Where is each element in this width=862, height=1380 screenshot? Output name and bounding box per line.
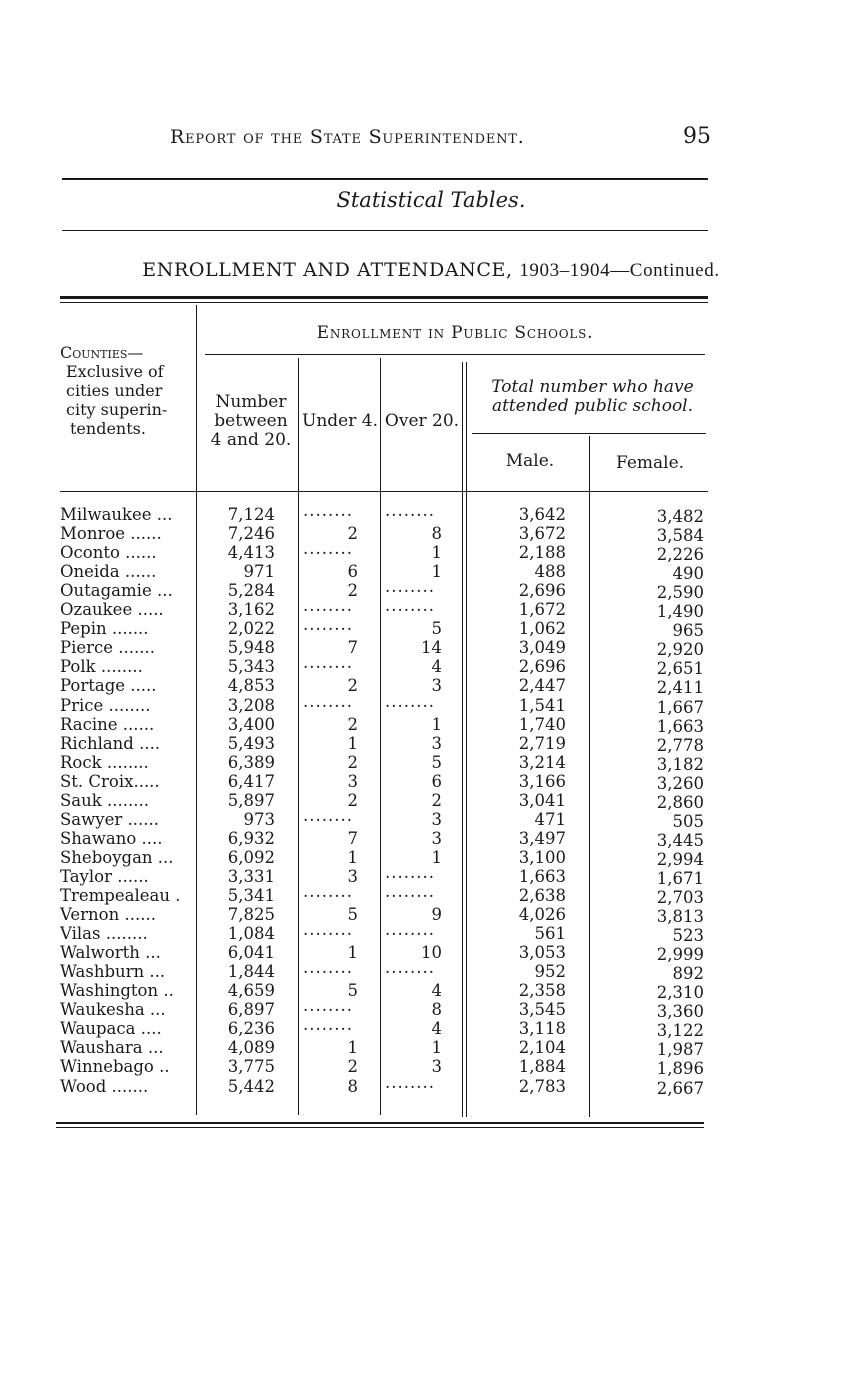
number-between-line-3: 4 and 20.	[210, 430, 292, 450]
male-count: 2,638	[518, 886, 566, 905]
number-4-to-20: 1,844	[227, 962, 275, 981]
male-count: 3,049	[518, 638, 566, 657]
county-name: Portage .....	[60, 676, 157, 695]
number-4-to-20: 4,853	[227, 676, 275, 695]
county-name: Price ........	[60, 696, 151, 715]
under-4-empty: ........	[303, 920, 353, 939]
over-20-empty: ........	[385, 958, 435, 977]
county-name: Oneida ......	[60, 562, 157, 581]
table-top-rule-2	[60, 302, 708, 303]
county-name: Sawyer ......	[60, 810, 159, 829]
male-count: 3,100	[518, 848, 566, 867]
male-count: 1,062	[518, 619, 566, 638]
county-name: Ozaukee .....	[60, 600, 164, 619]
under-4-value: 2	[347, 753, 358, 772]
male-count: 2,358	[518, 981, 566, 1000]
number-4-to-20: 3,162	[227, 600, 275, 619]
male-count: 4,026	[518, 905, 566, 924]
county-name: Washington ..	[60, 981, 174, 1000]
table-top-rule-1	[60, 296, 708, 299]
county-name: Sauk ........	[60, 791, 149, 810]
over-20-empty: ........	[385, 596, 435, 615]
county-name: Trempealeau .	[60, 886, 181, 905]
male-count: 3,545	[518, 1000, 566, 1019]
under-4-value: 2	[347, 524, 358, 543]
under-4-value: 7	[347, 829, 358, 848]
male-count: 2,447	[518, 676, 566, 695]
rule-under-subtitle	[62, 230, 708, 231]
table-title-years: 1903–1904—Continued.	[519, 260, 720, 281]
male-count: 952	[534, 962, 566, 981]
over-20-value: 1	[431, 543, 442, 562]
number-4-to-20: 3,775	[227, 1057, 275, 1076]
over-20-value: 6	[431, 772, 442, 791]
male-count: 3,118	[518, 1019, 566, 1038]
counties-note-2: cities under	[66, 381, 163, 400]
male-header: Male.	[505, 451, 555, 471]
male-count: 1,541	[518, 696, 566, 715]
county-name: Rock ........	[60, 753, 149, 772]
counties-note-4: tendents.	[70, 419, 146, 438]
over-20-value: 1	[431, 848, 442, 867]
female-count: 3,482	[656, 507, 704, 526]
table-bottom-rule-2	[56, 1127, 704, 1128]
number-4-to-20: 5,948	[227, 638, 275, 657]
county-name: Winnebago ..	[60, 1057, 170, 1076]
number-4-to-20: 5,493	[227, 734, 275, 753]
under-4-value: 3	[347, 772, 358, 791]
over-20-value: 3	[431, 676, 442, 695]
page-number: 95	[683, 124, 711, 149]
over-20-value: 8	[431, 1000, 442, 1019]
number-4-to-20: 2,022	[227, 619, 275, 638]
total-header-rule	[472, 433, 706, 434]
number-4-to-20: 5,897	[227, 791, 275, 810]
number-between-header	[205, 393, 297, 450]
total-attended-line-2: attended public school.	[491, 396, 694, 416]
over-20-value: 1	[431, 562, 442, 581]
col-sep-number	[298, 358, 299, 1115]
under-4-empty: ........	[303, 996, 353, 1015]
female-count: 505	[672, 812, 704, 831]
female-count: 1,663	[656, 717, 704, 736]
county-name: Pepin .......	[60, 619, 149, 638]
number-4-to-20: 5,284	[227, 581, 275, 600]
female-count: 2,703	[656, 888, 704, 907]
over-20-value: 10	[421, 943, 442, 962]
over-20-empty: ........	[385, 882, 435, 901]
number-4-to-20: 7,124	[227, 505, 275, 524]
male-count: 2,719	[518, 734, 566, 753]
over-20-empty: ........	[385, 863, 435, 882]
female-count: 3,445	[656, 831, 704, 850]
over-20-value: 8	[431, 524, 442, 543]
number-between-line-2: between	[214, 411, 288, 431]
under-4-value: 5	[347, 905, 358, 924]
under-4-empty: ........	[303, 692, 353, 711]
male-count: 488	[534, 562, 566, 581]
male-count: 3,672	[518, 524, 566, 543]
number-4-to-20: 971	[243, 562, 275, 581]
male-count: 2,104	[518, 1038, 566, 1057]
female-count: 2,778	[656, 736, 704, 755]
under-4-empty: ........	[303, 653, 353, 672]
female-count: 2,860	[656, 793, 704, 812]
over-20-value: 1	[431, 715, 442, 734]
male-count: 2,783	[518, 1077, 566, 1096]
over-20-empty: ........	[385, 1073, 435, 1092]
under-4-value: 6	[347, 562, 358, 581]
county-name: Pierce .......	[60, 638, 155, 657]
under-4-empty: ........	[303, 501, 353, 520]
number-between-line-1: Number	[215, 392, 287, 412]
female-header: Female.	[615, 453, 685, 473]
female-count: 1,987	[656, 1040, 704, 1059]
number-4-to-20: 3,331	[227, 867, 275, 886]
over-20-value: 4	[431, 1019, 442, 1038]
under-4-empty: ........	[303, 806, 353, 825]
section-subtitle: Statistical Tables.	[336, 188, 526, 212]
total-attended-line-1: Total number who have	[491, 377, 694, 397]
male-count: 2,696	[518, 581, 566, 600]
male-count: 471	[534, 810, 566, 829]
group-header-rule	[205, 354, 705, 355]
col-sep-over20-a	[462, 362, 463, 1117]
over-20-value: 1	[431, 1038, 442, 1057]
female-count: 2,667	[656, 1079, 704, 1098]
female-count: 3,584	[656, 526, 704, 545]
total-attended-header	[470, 378, 715, 416]
male-count: 2,696	[518, 657, 566, 676]
male-count: 3,041	[518, 791, 566, 810]
header-bottom-rule	[60, 491, 708, 492]
over-20-value: 3	[431, 810, 442, 829]
male-count: 3,166	[518, 772, 566, 791]
number-4-to-20: 5,442	[227, 1077, 275, 1096]
number-4-to-20: 5,341	[227, 886, 275, 905]
county-name: Richland ....	[60, 734, 161, 753]
male-count: 2,188	[518, 543, 566, 562]
female-count: 2,411	[656, 678, 704, 697]
under-4-value: 2	[347, 581, 358, 600]
under-4-empty: ........	[303, 958, 353, 977]
number-4-to-20: 6,041	[227, 943, 275, 962]
number-4-to-20: 5,343	[227, 657, 275, 676]
female-count: 1,490	[656, 602, 704, 621]
under-4-value: 8	[347, 1077, 358, 1096]
over-20-value: 5	[431, 619, 442, 638]
over-20-value: 9	[431, 905, 442, 924]
county-name: Taylor ......	[60, 867, 149, 886]
table-title	[0, 259, 862, 282]
number-4-to-20: 7,246	[227, 524, 275, 543]
counties-note-3: city superin-	[66, 400, 168, 419]
number-4-to-20: 4,089	[227, 1038, 275, 1057]
county-name: Washburn ...	[60, 962, 166, 981]
counties-label: Counties—	[60, 343, 144, 362]
male-count: 1,884	[518, 1057, 566, 1076]
counties-note-1: Exclusive of	[66, 362, 164, 381]
over-20-value: 4	[431, 981, 442, 1000]
enrollment-group-header: Enrollment in Public Schools.	[316, 323, 594, 343]
over-20-empty: ........	[385, 577, 435, 596]
female-count: 2,994	[656, 850, 704, 869]
female-count: 2,310	[656, 983, 704, 1002]
county-name: Shawano ....	[60, 829, 163, 848]
under-4-value: 1	[347, 943, 358, 962]
county-name: Monroe ......	[60, 524, 162, 543]
under-4-value: 2	[347, 676, 358, 695]
female-count: 3,360	[656, 1002, 704, 1021]
counties-column-header	[60, 343, 200, 438]
number-4-to-20: 7,825	[227, 905, 275, 924]
col-sep-male	[589, 436, 590, 1117]
col-sep-under4	[380, 358, 381, 1115]
number-4-to-20: 1,084	[227, 924, 275, 943]
county-name: Sheboygan ...	[60, 848, 174, 867]
male-count: 561	[534, 924, 566, 943]
female-count: 3,260	[656, 774, 704, 793]
number-4-to-20: 6,092	[227, 848, 275, 867]
col-sep-over20-b	[466, 362, 467, 1117]
under-4-value: 2	[347, 791, 358, 810]
over-20-value: 3	[431, 1057, 442, 1076]
over-20-value: 5	[431, 753, 442, 772]
male-count: 3,642	[518, 505, 566, 524]
table-bottom-rule-1	[56, 1122, 704, 1124]
over-20-value: 3	[431, 734, 442, 753]
number-4-to-20: 3,208	[227, 696, 275, 715]
county-name: Vilas ........	[60, 924, 148, 943]
under-4-empty: ........	[303, 539, 353, 558]
female-count: 2,226	[656, 545, 704, 564]
under-4-empty: ........	[303, 596, 353, 615]
female-count: 3,122	[656, 1021, 704, 1040]
male-count: 3,214	[518, 753, 566, 772]
female-count: 1,896	[656, 1059, 704, 1078]
running-head-title: Report of the State Superintendent.	[170, 126, 525, 148]
under-4-value: 3	[347, 867, 358, 886]
under-4-value: 5	[347, 981, 358, 1000]
under-4-value: 1	[347, 1038, 358, 1057]
male-count: 1,740	[518, 715, 566, 734]
number-4-to-20: 6,236	[227, 1019, 275, 1038]
female-count: 892	[672, 964, 704, 983]
under-4-value: 2	[347, 715, 358, 734]
col-sep-counties	[196, 305, 197, 1115]
female-count: 3,182	[656, 755, 704, 774]
county-name: Wood .......	[60, 1077, 149, 1096]
female-count: 2,999	[656, 945, 704, 964]
county-name: Waukesha ...	[60, 1000, 166, 1019]
over-20-value: 3	[431, 829, 442, 848]
over-20-empty: ........	[385, 501, 435, 520]
female-count: 490	[672, 564, 704, 583]
male-count: 1,672	[518, 600, 566, 619]
number-4-to-20: 6,389	[227, 753, 275, 772]
number-4-to-20: 6,897	[227, 1000, 275, 1019]
over-20-value: 14	[421, 638, 442, 657]
county-name: Waushara ...	[60, 1038, 164, 1057]
male-count: 3,053	[518, 943, 566, 962]
number-4-to-20: 4,659	[227, 981, 275, 1000]
county-name: Oconto ......	[60, 543, 157, 562]
male-count: 3,497	[518, 829, 566, 848]
county-name: Outagamie ...	[60, 581, 173, 600]
under-4-empty: ........	[303, 1015, 353, 1034]
number-4-to-20: 4,413	[227, 543, 275, 562]
female-count: 2,920	[656, 640, 704, 659]
over-20-value: 4	[431, 657, 442, 676]
rule-top	[62, 178, 708, 180]
under-4-value: 2	[347, 1057, 358, 1076]
female-count: 3,813	[656, 907, 704, 926]
female-count: 1,671	[656, 869, 704, 888]
county-name: Racine ......	[60, 715, 155, 734]
over20-header: Over 20.	[384, 411, 460, 431]
under-4-value: 1	[347, 734, 358, 753]
number-4-to-20: 6,932	[227, 829, 275, 848]
county-name: Milwaukee ...	[60, 505, 173, 524]
under-4-value: 1	[347, 848, 358, 867]
male-count: 1,663	[518, 867, 566, 886]
number-4-to-20: 6,417	[227, 772, 275, 791]
county-name: Polk ........	[60, 657, 143, 676]
county-name: St. Croix.....	[60, 772, 160, 791]
female-count: 2,651	[656, 659, 704, 678]
under4-header: Under 4.	[302, 411, 378, 431]
over-20-empty: ........	[385, 920, 435, 939]
female-count: 965	[672, 621, 704, 640]
county-name: Vernon ......	[60, 905, 156, 924]
number-4-to-20: 3,400	[227, 715, 275, 734]
female-count: 2,590	[656, 583, 704, 602]
under-4-empty: ........	[303, 615, 353, 634]
over-20-empty: ........	[385, 692, 435, 711]
under-4-empty: ........	[303, 882, 353, 901]
under-4-value: 7	[347, 638, 358, 657]
over-20-value: 2	[431, 791, 442, 810]
county-name: Walworth ...	[60, 943, 161, 962]
female-count: 1,667	[656, 698, 704, 717]
county-name: Waupaca ....	[60, 1019, 162, 1038]
female-count: 523	[672, 926, 704, 945]
table-title-main: ENROLLMENT AND ATTENDANCE,	[142, 259, 513, 281]
number-4-to-20: 973	[243, 810, 275, 829]
